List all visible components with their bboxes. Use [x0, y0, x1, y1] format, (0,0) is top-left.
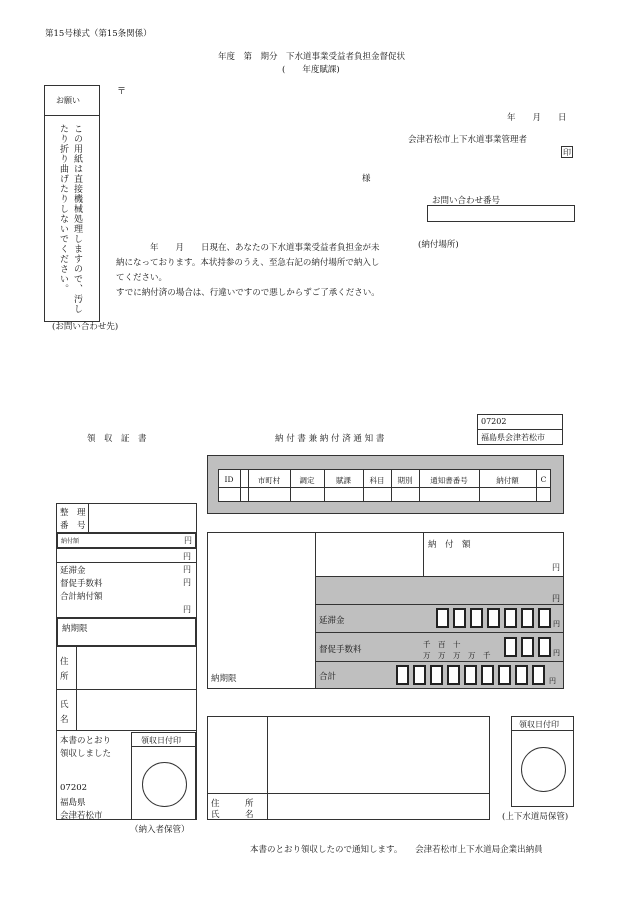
divider	[240, 469, 241, 502]
yen-unit: 円	[553, 620, 560, 628]
col-id: ID	[224, 475, 234, 484]
yen-unit: 円	[183, 552, 191, 561]
bureau-stamp-box	[511, 716, 574, 807]
request-text-box	[44, 115, 100, 322]
due-date-label: 納期限	[62, 624, 88, 634]
receipt-text-2: 領収しました	[60, 749, 112, 759]
divider	[57, 730, 196, 731]
request-label-box	[44, 85, 100, 116]
yen-unit: 円	[184, 536, 192, 545]
name-label-1: 氏	[60, 700, 69, 710]
divider	[218, 487, 551, 488]
address-label-2: 所	[60, 672, 69, 682]
digit-box[interactable]	[453, 608, 466, 628]
dunning-fee-label: 督促手数料	[60, 579, 103, 589]
issuer-name: 会津若松市上下水道事業管理者	[408, 135, 528, 145]
form-number: 第15号様式（第15条関係）	[45, 29, 152, 39]
divider	[88, 503, 89, 533]
divider	[57, 689, 196, 690]
page-subtitle: ( 年度賦課)	[282, 65, 340, 75]
stamp-label: 領収日付印	[519, 720, 559, 729]
payment-place-label: (納付場所)	[418, 240, 459, 250]
honorific-sama: 様	[362, 174, 371, 184]
digit-box[interactable]	[515, 665, 528, 685]
digit-box[interactable]	[538, 608, 551, 628]
notice-title: 納 付 書 兼 納 付 済 通 知 書	[275, 434, 385, 444]
request-text: この用紙は直接機械処理しますので、汚したり折り曲げたりしないでください。	[58, 124, 82, 314]
col-kamoku: 科目	[369, 476, 385, 485]
city-code-box	[477, 414, 563, 445]
body-line-1: 年 月 日現在、あなたの下水道事業受益者負担金が未	[150, 243, 380, 253]
notice-footer: 本書のとおり領収したので通知します。 会津若松市上下水道局企業出納員	[250, 845, 543, 855]
digit-box[interactable]	[504, 608, 517, 628]
stamp-label: 領収日付印	[141, 736, 181, 745]
yen-unit: 円	[552, 563, 560, 572]
digit-place-row-2: 万 万 万 万 千	[423, 651, 491, 660]
body-line-3: てください。	[116, 273, 168, 283]
due-date-row	[56, 617, 197, 647]
divider	[208, 793, 489, 794]
yen-unit: 円	[552, 594, 560, 603]
digit-box[interactable]	[413, 665, 426, 685]
notice-amount-label: 納 付 額	[428, 540, 471, 550]
col-notice-no: 通知書番号	[430, 476, 468, 485]
postal-mark: 〒	[117, 87, 127, 97]
seiri-label-1: 整 理	[60, 508, 86, 518]
col-amount: 納付額	[496, 476, 519, 485]
date-stamp-circle	[142, 762, 187, 807]
notice-dunning-fee-label: 督促手数料	[319, 645, 362, 655]
bureau-keeper: (上下水道局保管)	[502, 812, 569, 822]
notice-total-label: 合計	[319, 672, 337, 682]
contact-label: (お問い合わせ先)	[52, 322, 119, 332]
yen-unit: 円	[549, 677, 556, 685]
page-title: 年度 第 期分 下水道事業受益者負担金督促状	[218, 52, 406, 62]
notice-due-date-label: 納期限	[211, 674, 237, 684]
address-label-1: 住	[60, 657, 69, 667]
receipt-stamp-box	[131, 732, 196, 820]
yen-unit: 円	[183, 578, 191, 587]
receipt-addr-1: 07202	[60, 783, 88, 793]
receipt-title: 領 収 証 書	[87, 434, 147, 444]
digit-box[interactable]	[504, 637, 517, 657]
digit-box[interactable]	[487, 608, 500, 628]
yen-unit: 円	[183, 565, 191, 574]
col-chotei: 調定	[299, 476, 315, 485]
receipt-addr-3: 会津若松市	[60, 811, 103, 821]
digit-box[interactable]	[430, 665, 443, 685]
amount-row	[56, 532, 197, 549]
divider	[423, 532, 424, 577]
seiri-label-2: 番 号	[60, 521, 86, 531]
col-city: 市町村	[257, 476, 281, 485]
seal-text: 印	[563, 148, 571, 157]
amount-label: 納付額	[61, 538, 80, 545]
notice-late-fee-label: 延滞金	[319, 616, 345, 626]
digit-box[interactable]	[521, 608, 534, 628]
digit-box[interactable]	[396, 665, 409, 685]
col-check: C	[540, 475, 547, 484]
payer-name-label: 氏 名	[211, 810, 254, 820]
digit-place-row-1: 千 百 十	[423, 640, 461, 649]
city-code: 07202	[481, 417, 507, 426]
divider	[132, 746, 195, 747]
receipt-text-1: 本書のとおり	[60, 736, 112, 746]
body-line-2: 納になっております。本状持参のうえ、至急右記の納付場所で納入し	[116, 258, 380, 268]
col-kibetsu: 期別	[397, 476, 413, 485]
yen-unit: 円	[183, 605, 191, 614]
divider	[267, 716, 268, 820]
digit-box[interactable]	[498, 665, 511, 685]
payer-address-label: 住 所	[211, 799, 254, 809]
total-amount-label: 合計納付額	[60, 592, 103, 602]
yen-unit: 円	[553, 649, 560, 657]
digit-box[interactable]	[481, 665, 494, 685]
digit-box[interactable]	[464, 665, 477, 685]
late-fee-label: 延滞金	[60, 566, 86, 576]
receipt-keeper: （納入者保管）	[130, 825, 190, 835]
city-name: 福島県会津若松市	[481, 433, 545, 442]
receipt-addr-2: 福島県	[60, 798, 86, 808]
divider	[315, 661, 564, 662]
divider	[315, 604, 564, 605]
body-line-4: すでに納付済の場合は、行違いですので悪しからずご了承ください。	[116, 288, 380, 298]
divider	[57, 562, 196, 563]
digit-box[interactable]	[436, 608, 449, 628]
digit-box[interactable]	[470, 608, 483, 628]
digit-box[interactable]	[532, 665, 545, 685]
digit-box[interactable]	[538, 637, 551, 657]
divider	[512, 730, 573, 731]
inquiry-number-label: お問い合わせ番号	[432, 196, 501, 206]
name-label-2: 名	[60, 715, 69, 725]
official-seal	[561, 146, 573, 158]
divider	[478, 429, 562, 430]
digit-box[interactable]	[447, 665, 460, 685]
divider	[315, 632, 564, 633]
inquiry-number-field[interactable]	[427, 205, 575, 222]
col-fuka: 賦課	[336, 476, 351, 485]
date-line: 年 月 日	[507, 113, 567, 123]
divider	[536, 469, 537, 502]
request-label: お願い	[56, 96, 80, 105]
date-stamp-circle	[521, 747, 566, 792]
digit-box[interactable]	[521, 637, 534, 657]
